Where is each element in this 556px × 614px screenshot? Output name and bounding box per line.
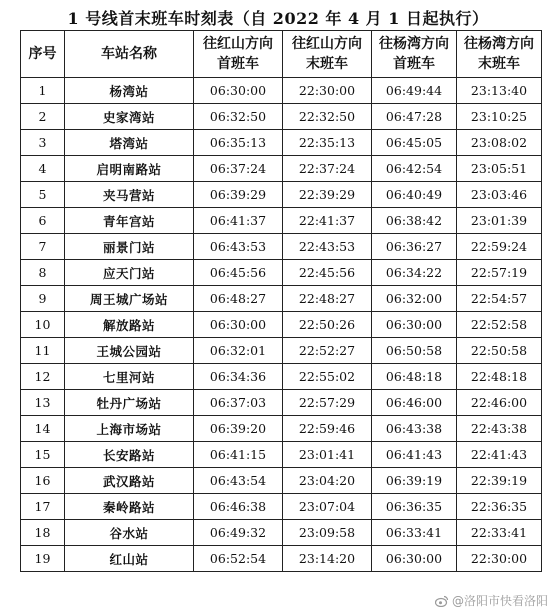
table-row [21, 312, 542, 338]
station-name-cell: 应天门站 [65, 260, 194, 286]
seq-cell: 9 [21, 286, 65, 312]
yangwan-last-cell: 22:39:19 [457, 468, 542, 494]
table-row [21, 182, 542, 208]
station-name-cell: 丽景门站 [65, 234, 194, 260]
station-name-cell: 塔湾站 [65, 130, 194, 156]
yangwan-last-cell: 23:13:40 [457, 78, 542, 104]
yangwan-first-cell: 06:47:28 [372, 104, 457, 130]
station-name-cell: 谷水站 [65, 520, 194, 546]
yangwan-first-cell: 06:50:58 [372, 338, 457, 364]
hongshan-first-cell: 06:32:50 [194, 104, 283, 130]
yangwan-last-cell: 22:48:18 [457, 364, 542, 390]
station-name-cell: 七里河站 [65, 364, 194, 390]
station-name-cell: 长安路站 [65, 442, 194, 468]
page-title: 1 号线首末班车时刻表（自 2022 年 4 月 1 日起执行） [67, 9, 489, 28]
yangwan-last-cell: 22:50:58 [457, 338, 542, 364]
station-name-cell: 上海市场站 [65, 416, 194, 442]
table-row [21, 494, 542, 520]
weibo-watermark [435, 592, 548, 610]
hongshan-first-cell: 06:37:24 [194, 156, 283, 182]
yangwan-last-cell: 22:33:41 [457, 520, 542, 546]
seq-cell: 2 [21, 104, 65, 130]
yangwan-last-cell: 22:52:58 [457, 312, 542, 338]
hongshan-first-cell: 06:41:15 [194, 442, 283, 468]
table-row [21, 546, 542, 572]
hongshan-first-cell: 06:43:54 [194, 468, 283, 494]
seq-cell: 17 [21, 494, 65, 520]
yangwan-first-cell: 06:36:27 [372, 234, 457, 260]
hongshan-first-cell: 06:37:03 [194, 390, 283, 416]
hongshan-last-cell: 22:39:29 [283, 182, 372, 208]
header-seq: 序号 [21, 31, 65, 78]
table-row [21, 364, 542, 390]
yangwan-last-cell: 23:05:51 [457, 156, 542, 182]
header-station: 车站名称 [65, 31, 194, 78]
yangwan-last-cell: 23:10:25 [457, 104, 542, 130]
table-row [21, 390, 542, 416]
header-yangwan-first: 往杨湾方向 首班车 [372, 31, 457, 78]
seq-cell: 4 [21, 156, 65, 182]
hongshan-first-cell: 06:45:56 [194, 260, 283, 286]
station-name-cell: 杨湾站 [65, 78, 194, 104]
hongshan-last-cell: 22:52:27 [283, 338, 372, 364]
hongshan-last-cell: 22:41:37 [283, 208, 372, 234]
yangwan-last-cell: 23:03:46 [457, 182, 542, 208]
yangwan-first-cell: 06:45:05 [372, 130, 457, 156]
yangwan-last-cell: 22:59:24 [457, 234, 542, 260]
station-name-cell: 夹马营站 [65, 182, 194, 208]
yangwan-first-cell: 06:36:35 [372, 494, 457, 520]
yangwan-first-cell: 06:33:41 [372, 520, 457, 546]
hongshan-first-cell: 06:46:38 [194, 494, 283, 520]
yangwan-first-cell: 06:41:43 [372, 442, 457, 468]
hongshan-last-cell: 23:07:04 [283, 494, 372, 520]
weibo-icon [435, 595, 449, 610]
yangwan-first-cell: 06:30:00 [372, 546, 457, 572]
seq-cell: 5 [21, 182, 65, 208]
seq-cell: 15 [21, 442, 65, 468]
hongshan-first-cell: 06:43:53 [194, 234, 283, 260]
yangwan-last-cell: 22:41:43 [457, 442, 542, 468]
hongshan-last-cell: 23:09:58 [283, 520, 372, 546]
seq-cell: 13 [21, 390, 65, 416]
station-name-cell: 武汉路站 [65, 468, 194, 494]
yangwan-first-cell: 06:32:00 [372, 286, 457, 312]
header-hongshan-last: 往红山方向 末班车 [283, 31, 372, 78]
yangwan-first-cell: 06:49:44 [372, 78, 457, 104]
station-name-cell: 牡丹广场站 [65, 390, 194, 416]
station-name-cell: 启明南路站 [65, 156, 194, 182]
seq-cell: 1 [21, 78, 65, 104]
station-name-cell: 解放路站 [65, 312, 194, 338]
table-row [21, 234, 542, 260]
hongshan-first-cell: 06:49:32 [194, 520, 283, 546]
yangwan-first-cell: 06:40:49 [372, 182, 457, 208]
yangwan-first-cell: 06:39:19 [372, 468, 457, 494]
yangwan-last-cell: 22:43:38 [457, 416, 542, 442]
seq-cell: 19 [21, 546, 65, 572]
hongshan-first-cell: 06:32:01 [194, 338, 283, 364]
yangwan-first-cell: 06:30:00 [372, 312, 457, 338]
hongshan-last-cell: 22:37:24 [283, 156, 372, 182]
hongshan-last-cell: 22:43:53 [283, 234, 372, 260]
header-hongshan-first: 往红山方向 首班车 [194, 31, 283, 78]
station-name-cell: 史家湾站 [65, 104, 194, 130]
yangwan-last-cell: 22:57:19 [457, 260, 542, 286]
hongshan-last-cell: 22:57:29 [283, 390, 372, 416]
seq-cell: 18 [21, 520, 65, 546]
table-row [21, 338, 542, 364]
yangwan-first-cell: 06:48:18 [372, 364, 457, 390]
hongshan-last-cell: 23:01:41 [283, 442, 372, 468]
table-row [21, 520, 542, 546]
seq-cell: 16 [21, 468, 65, 494]
hongshan-last-cell: 22:55:02 [283, 364, 372, 390]
hongshan-last-cell: 23:04:20 [283, 468, 372, 494]
hongshan-first-cell: 06:35:13 [194, 130, 283, 156]
watermark-text: @洛阳市快看洛阳 [451, 594, 548, 608]
table-row [21, 156, 542, 182]
yangwan-first-cell: 06:38:42 [372, 208, 457, 234]
seq-cell: 11 [21, 338, 65, 364]
timetable [20, 30, 542, 572]
table-row [21, 468, 542, 494]
table-row [21, 442, 542, 468]
table-row [21, 130, 542, 156]
seq-cell: 3 [21, 130, 65, 156]
table-row [21, 208, 542, 234]
station-name-cell: 秦岭路站 [65, 494, 194, 520]
hongshan-first-cell: 06:39:20 [194, 416, 283, 442]
table-row [21, 104, 542, 130]
hongshan-last-cell: 22:59:46 [283, 416, 372, 442]
yangwan-last-cell: 22:36:35 [457, 494, 542, 520]
seq-cell: 14 [21, 416, 65, 442]
station-name-cell: 红山站 [65, 546, 194, 572]
hongshan-first-cell: 06:41:37 [194, 208, 283, 234]
hongshan-first-cell: 06:34:36 [194, 364, 283, 390]
hongshan-last-cell: 22:30:00 [283, 78, 372, 104]
table-row [21, 260, 542, 286]
hongshan-last-cell: 22:45:56 [283, 260, 372, 286]
station-name-cell: 王城公园站 [65, 338, 194, 364]
hongshan-first-cell: 06:52:54 [194, 546, 283, 572]
hongshan-last-cell: 22:35:13 [283, 130, 372, 156]
seq-cell: 10 [21, 312, 65, 338]
seq-cell: 6 [21, 208, 65, 234]
seq-cell: 8 [21, 260, 65, 286]
station-name-cell: 青年宫站 [65, 208, 194, 234]
yangwan-first-cell: 06:46:00 [372, 390, 457, 416]
header-row [21, 31, 542, 78]
hongshan-last-cell: 22:48:27 [283, 286, 372, 312]
station-name-cell: 周王城广场站 [65, 286, 194, 312]
yangwan-first-cell: 06:43:38 [372, 416, 457, 442]
table-row [21, 286, 542, 312]
hongshan-last-cell: 22:50:26 [283, 312, 372, 338]
hongshan-last-cell: 22:32:50 [283, 104, 372, 130]
yangwan-last-cell: 23:08:02 [457, 130, 542, 156]
yangwan-last-cell: 22:30:00 [457, 546, 542, 572]
yangwan-last-cell: 22:54:57 [457, 286, 542, 312]
yangwan-last-cell: 22:46:00 [457, 390, 542, 416]
seq-cell: 12 [21, 364, 65, 390]
yangwan-first-cell: 06:42:54 [372, 156, 457, 182]
hongshan-first-cell: 06:30:00 [194, 312, 283, 338]
yangwan-first-cell: 06:34:22 [372, 260, 457, 286]
table-row [21, 416, 542, 442]
hongshan-last-cell: 23:14:20 [283, 546, 372, 572]
header-yangwan-last: 往杨湾方向 末班车 [457, 31, 542, 78]
hongshan-first-cell: 06:30:00 [194, 78, 283, 104]
seq-cell: 7 [21, 234, 65, 260]
table-row [21, 78, 542, 104]
hongshan-first-cell: 06:48:27 [194, 286, 283, 312]
yangwan-last-cell: 23:01:39 [457, 208, 542, 234]
hongshan-first-cell: 06:39:29 [194, 182, 283, 208]
